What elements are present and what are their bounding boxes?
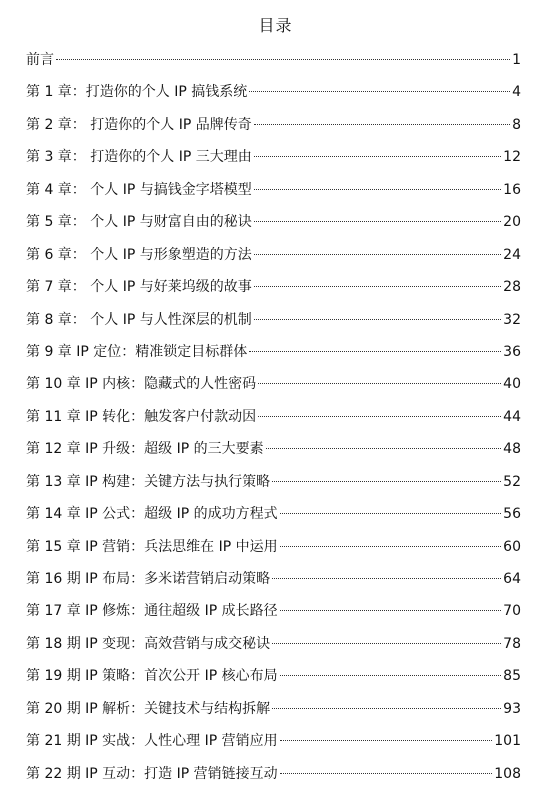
toc-entry[interactable] — [26, 180, 521, 212]
toc-entry[interactable] — [26, 115, 521, 147]
toc-entry[interactable] — [26, 50, 521, 82]
toc-entry-label: 第 4 章： 个人 IP 与搞钱金字塔模型 — [26, 181, 252, 198]
toc-dot-leader — [280, 773, 493, 774]
toc-entry[interactable] — [26, 634, 521, 666]
toc-entry-label: 第 20 期 IP 解析：关键技术与结构拆解 — [26, 700, 271, 717]
toc-entry-page-number: 64 — [503, 571, 521, 587]
toc-entry-page-number: 101 — [494, 733, 521, 750]
toc-dot-leader — [272, 643, 501, 644]
toc-title: 目录 — [258, 16, 293, 35]
toc-dot-leader — [280, 610, 502, 611]
toc-dot-leader — [258, 383, 501, 384]
toc-entry-label: 第 16 期 IP 布局：多米诺营销启动策略 — [26, 571, 271, 587]
toc-entry[interactable] — [26, 212, 521, 244]
toc-entry-page-number: 24 — [503, 246, 521, 263]
toc-entry-label: 第 9 章 IP 定位：精准锁定目标群体 — [26, 343, 248, 360]
toc-dot-leader — [254, 156, 501, 157]
toc-entry-label: 第 8 章： 个人 IP 与人性深层的机制 — [26, 311, 252, 328]
toc-entry[interactable] — [26, 666, 521, 698]
toc-entry-page-number: 32 — [503, 311, 521, 328]
toc-dot-leader — [254, 221, 501, 222]
toc-dot-leader — [272, 578, 501, 579]
toc-entry-page-number: 16 — [503, 181, 521, 198]
toc-entry-page-number: 40 — [503, 376, 521, 393]
toc-entry-label: 第 18 期 IP 变现：高效营销与成交秘诀 — [26, 635, 271, 652]
toc-entry-label: 第 11 章 IP 转化：触发客户付款动因 — [26, 408, 257, 425]
toc-dot-leader — [258, 416, 501, 417]
toc-entry[interactable] — [26, 245, 521, 277]
toc-entry[interactable] — [26, 374, 521, 406]
toc-dot-leader — [254, 319, 501, 320]
toc-entry-label: 第 5 章： 个人 IP 与财富自由的秘诀 — [26, 214, 252, 231]
toc-entry-page-number: 70 — [503, 603, 521, 620]
toc-entry-label: 第 6 章： 个人 IP 与形象塑造的方法 — [26, 246, 252, 263]
toc-entry-label: 第 15 章 IP 营销：兵法思维在 IP 中运用 — [26, 538, 278, 555]
toc-list — [0, 50, 551, 796]
toc-entry-page-number: 12 — [503, 149, 521, 166]
toc-entry-page-number: 48 — [503, 441, 521, 458]
toc-entry[interactable] — [26, 731, 521, 763]
toc-entry-label: 第 14 章 IP 公式：超级 IP 的成功方程式 — [26, 506, 278, 523]
toc-entry-page-number: 78 — [503, 635, 521, 652]
toc-entry-label: 第 12 章 IP 升级：超级 IP 的三大要素 — [26, 441, 264, 458]
toc-entry[interactable] — [26, 147, 521, 179]
toc-entry-page-number: 93 — [503, 700, 521, 717]
toc-entry-label: 前言 — [26, 52, 54, 68]
toc-entry[interactable] — [26, 537, 521, 569]
toc-dot-leader — [280, 675, 502, 676]
toc-entry-page-number: 108 — [494, 765, 521, 782]
toc-dot-leader — [272, 481, 501, 482]
toc-entry-page-number: 85 — [503, 668, 521, 685]
toc-entry-label: 第 2 章： 打造你的个人 IP 品牌传奇 — [26, 116, 252, 133]
toc-entry[interactable] — [26, 601, 521, 633]
toc-entry-page-number: 52 — [503, 473, 521, 490]
toc-dot-leader — [56, 59, 510, 60]
toc-entry-label: 第 13 章 IP 构建：关键方法与执行策略 — [26, 473, 271, 490]
toc-entry[interactable] — [26, 569, 521, 601]
toc-dot-leader — [254, 286, 501, 287]
toc-entry-label: 第 19 期 IP 策略：首次公开 IP 核心布局 — [26, 668, 278, 685]
toc-entry[interactable] — [26, 310, 521, 342]
toc-dot-leader — [272, 708, 501, 709]
toc-entry[interactable] — [26, 764, 521, 796]
toc-entry-label: 第 3 章： 打造你的个人 IP 三大理由 — [26, 149, 252, 166]
toc-entry[interactable] — [26, 504, 521, 536]
toc-entry[interactable] — [26, 277, 521, 309]
toc-entry-label: 第 10 章 IP 内核：隐藏式的人性密码 — [26, 376, 257, 393]
toc-dot-leader — [249, 91, 510, 92]
toc-entry-label: 第 21 期 IP 实战：人性心理 IP 营销应用 — [26, 733, 278, 750]
toc-entry-label: 第 17 章 IP 修炼：通往超级 IP 成长路径 — [26, 603, 278, 620]
toc-dot-leader — [254, 254, 501, 255]
toc-entry-page-number: 20 — [503, 214, 521, 231]
toc-entry-page-number: 4 — [512, 84, 521, 101]
toc-entry-page-number: 8 — [512, 116, 521, 133]
toc-entry-page-number: 1 — [512, 52, 521, 68]
toc-entry-label: 第 22 期 IP 互动：打造 IP 营销链接互动 — [26, 765, 278, 782]
toc-entry-page-number: 28 — [503, 279, 521, 296]
toc-entry[interactable] — [26, 472, 521, 504]
toc-entry-page-number: 36 — [503, 343, 521, 360]
toc-entry-page-number: 60 — [503, 538, 521, 555]
toc-entry-label: 第 7 章： 个人 IP 与好莱坞级的故事 — [26, 279, 252, 296]
toc-entry-label: 第 1 章：打造你的个人 IP 搞钱系统 — [26, 84, 248, 101]
toc-dot-leader — [254, 189, 501, 190]
toc-entry-page-number: 56 — [503, 506, 521, 523]
toc-dot-leader — [280, 513, 502, 514]
toc-entry[interactable] — [26, 82, 521, 114]
toc-entry[interactable] — [26, 699, 521, 731]
toc-dot-leader — [280, 740, 493, 741]
toc-entry[interactable] — [26, 407, 521, 439]
toc-entry[interactable] — [26, 342, 521, 374]
toc-dot-leader — [254, 124, 510, 125]
toc-dot-leader — [280, 546, 502, 547]
toc-entry-page-number: 44 — [503, 408, 521, 425]
toc-dot-leader — [249, 351, 501, 352]
toc-dot-leader — [266, 448, 502, 449]
toc-entry[interactable] — [26, 439, 521, 471]
